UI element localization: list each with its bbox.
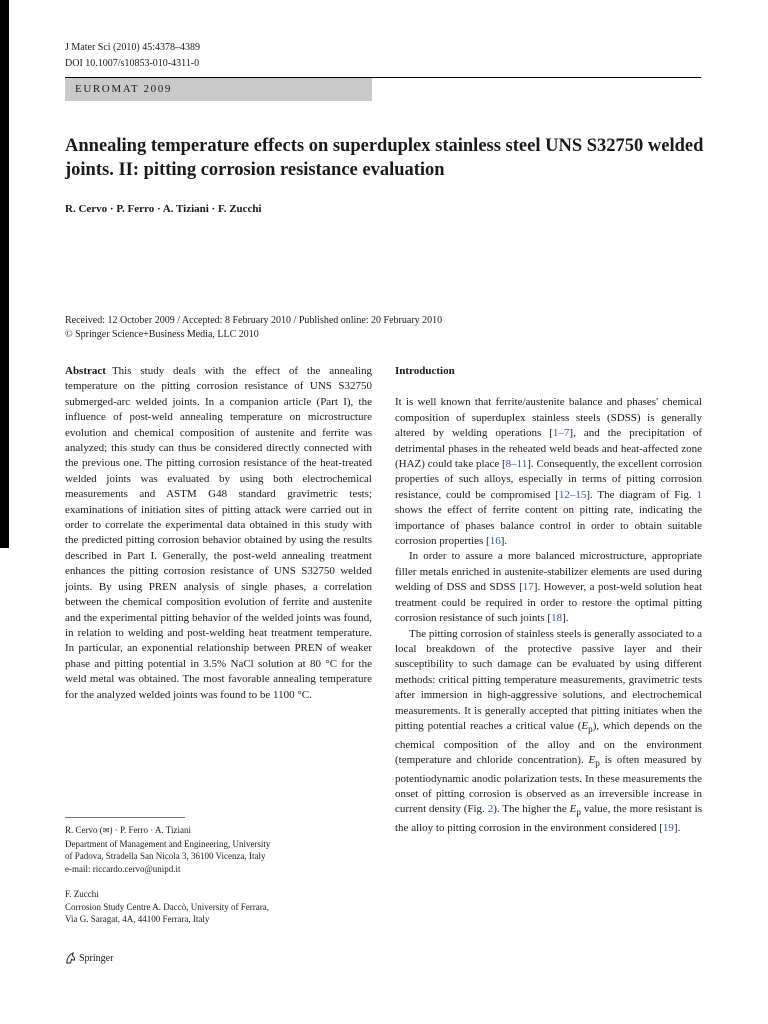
affiliation-authors: F. Zucchi [65, 889, 99, 899]
footnote-rule [65, 817, 185, 818]
abstract-text: This study deals with the effect of the annealing temperature on the pitting corrosion resistance of UNS S32750 submerged-arc welded joints. In a companion article (Part I), the influence of post-weld annealing temperature on microstructure evolution and chemical composition of austenite and ferrite was analyzed; this study can thus be considered directly connected with the previous one. The pitting corrosion resistance of the heat-treated welded joints was evaluated by using both electrochemical measurements and ASTM G48 standard gravimetric tests; examinations of initiation sites of pitting attack were carried out in order to correlate the experimental data obtained in this study with the predicted pitting corrosion behavior obtained by using the results described in Part I. Generally, the post-weld annealing treatment enhances the pitting corrosion resistance of UNS S32750 welded joints. By using PREN analysis of single phases, a correlation between the chemical composition evolution of ferrite and austenite and the experimental pitting behavior of the welded joints was found, in relation to welding and post-welding heat treatment temperature. In particular, an exponential relationship between PREN of weaker phase and pitting potential in 3.5% NaCl solution at 80 °C for the weld metal was obtained. The most favorable annealing temperature for the analyzed welded joints was found to be 1100 °C. [65, 365, 372, 701]
intro-paragraph-2: In order to assure a more balanced microstructure, appropriate filler metals enriched in austenite-stabilizer elements are used during welding of DSS and SDSS [17]. However, a post-weld solution heat treatment could be required in order to restore the optimal pitting corrosion resistance of such joints [18]. [395, 550, 703, 625]
abstract-label: Abstract [65, 365, 106, 377]
citation-link[interactable]: 1–7 [552, 427, 570, 440]
envelope-icon: ✉ [102, 826, 110, 835]
journal-header [65, 40, 200, 72]
doi: DOI 10.1007/s10853-010-4311-0 [65, 58, 200, 69]
affiliation-line: Via G. Saragat, 4A, 44100 Ferrara, Italy [65, 914, 210, 924]
affiliation-2 [65, 888, 385, 926]
intro-paragraph-1: It is well known that ferrite/austenite balance and phases' chemical composition of superduplex stainless steels (SDSS) is generally altered by welding operations [1–7], and the precipitation of detrimental phases in the reheated weld beads and heat-affected zone (HAZ) could take place [8–11]. Consequently, the excellent corrosion properties of such alloys, especially in terms of pitting corrosion resistance, could be compromised [12–15]. The diagram of Fig. 1 shows the effect of ferrite content on pitting rate, indicating the importance of phases balance control in order to obtain suitable corrosion properties [16]. [395, 396, 702, 548]
abstract-column [65, 364, 372, 703]
history-dates: Received: 12 October 2009 / Accepted: 8 February 2010 / Published online: 20 February 2010 [65, 315, 443, 326]
author-email: e-mail: riccardo.cervo@unipd.it [65, 863, 181, 874]
affiliation-authors: R. Cervo (✉) · P. Ferro · A. Tiziani [65, 824, 385, 838]
citation-link[interactable]: 8–11 [505, 458, 528, 471]
springer-horse-icon [65, 952, 76, 964]
introduction-heading: Introduction [395, 365, 455, 377]
publisher-footer [65, 952, 113, 964]
journal-reference: J Mater Sci (2010) 45:4378–4389 [65, 42, 200, 53]
intro-paragraph-3: The pitting corrosion of stainless steels is generally associated to a local breakdown of the protective passive layer and their susceptibility to such damage can be evaluated by using different methods: critical pitting temperature measurements, gravimetric tests after immersion in high-aggressive solutions, and electrochemical measurements. It is generally accepted that pitting initiates when the pitting potential reaches a critical value $(E_p)$, which depends on the chemical composition of the alloy and on the environment (temperature and chloride concentration). $E_p$ is often measured by potentiodynamic anodic polarization tests. In these measurements the onset of pitting corrosion is observed as an irreversible increase in current density (Fig. 2). The higher the $E_p$ value, the more resistant is the alloy to pitting corrosion in the environment considered [19]. [395, 627, 703, 834]
figure-link[interactable]: 1 [696, 488, 702, 501]
citation-link[interactable]: 12–15 [558, 488, 587, 501]
introduction-column [395, 364, 702, 836]
citation-link[interactable]: 17 [522, 581, 534, 594]
affiliation-line: Corrosion Study Centre A. Daccò, University of Ferrara, [65, 901, 269, 912]
figure-link[interactable]: 2 [487, 803, 494, 816]
article-title: Annealing temperature effects on superduplex stainless steel UNS S32750 welded joints. II: pitting corrosion resistance evaluation [65, 136, 704, 180]
publisher-name: Springer [79, 952, 114, 964]
page-edge-bar [0, 0, 9, 548]
abstract [65, 364, 372, 703]
citation-link[interactable]: 18 [551, 612, 563, 625]
affiliation-line: Department of Management and Engineering, University [65, 838, 271, 849]
citation-link[interactable]: 16 [489, 535, 501, 548]
section-label: EUROMAT 2009 [65, 78, 372, 101]
publication-history [65, 314, 442, 342]
affiliation-1 [65, 824, 385, 875]
citation-link[interactable]: 19 [662, 821, 674, 834]
affiliation-line: of Padova, Stradella San Nicola 3, 36100 Vicenza, Italy [65, 851, 266, 861]
author-list: R. Cervo · P. Ferro · A. Tiziani · F. Zucchi [65, 203, 262, 215]
copyright-line: © Springer Science+Business Media, LLC 2010 [65, 329, 259, 340]
